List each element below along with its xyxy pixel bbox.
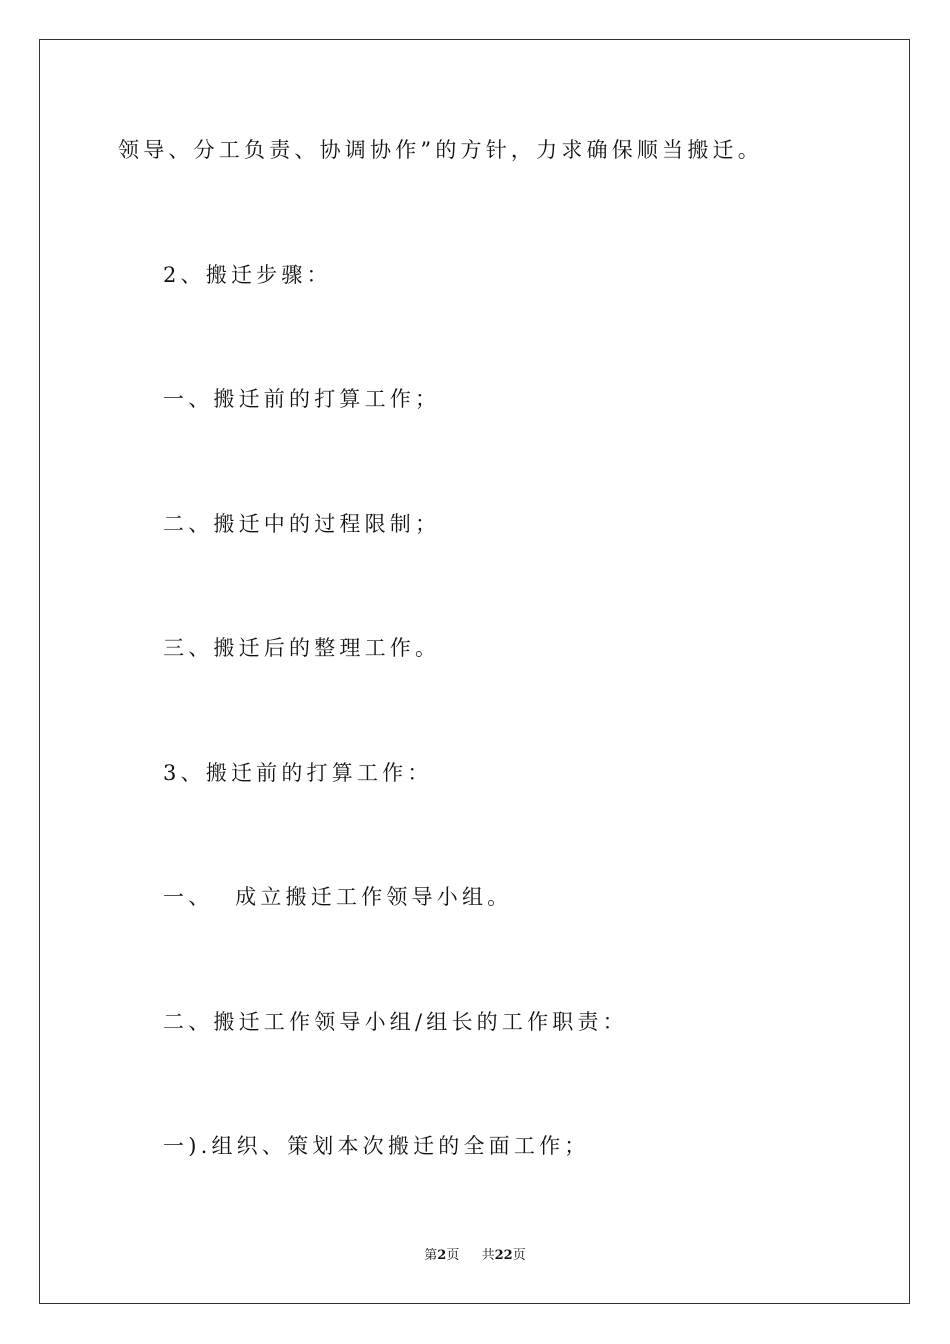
paragraph-3: 一、搬迁前的打算工作；: [163, 387, 441, 411]
paragraph-7: 一、 成立搬迁工作领导小组。: [163, 885, 513, 909]
paragraph-2: 2、搬迁步骤：: [163, 263, 332, 287]
paragraph-6: 3、搬迁前的打算工作：: [163, 761, 433, 785]
paragraph-9: 一).组织、策划本次搬迁的全面工作；: [163, 1134, 590, 1158]
page-border: [39, 39, 910, 1304]
paragraph-1: 领导、分工负责、协调协作”的方针，力求确保顺当搬迁。: [118, 138, 763, 162]
page-footer: [0, 1249, 950, 1262]
paragraph-4: 二、搬迁中的过程限制；: [163, 512, 441, 536]
paragraph-8: 二、搬迁工作领导小组/组长的工作职责：: [163, 1010, 628, 1034]
total-pages-label: 共22页: [481, 1248, 526, 1263]
page-number-label: 第2页: [424, 1248, 460, 1263]
paragraph-5: 三、搬迁后的整理工作。: [163, 636, 441, 660]
current-page-number: 2: [437, 1248, 447, 1263]
total-page-count: 22: [494, 1248, 513, 1263]
